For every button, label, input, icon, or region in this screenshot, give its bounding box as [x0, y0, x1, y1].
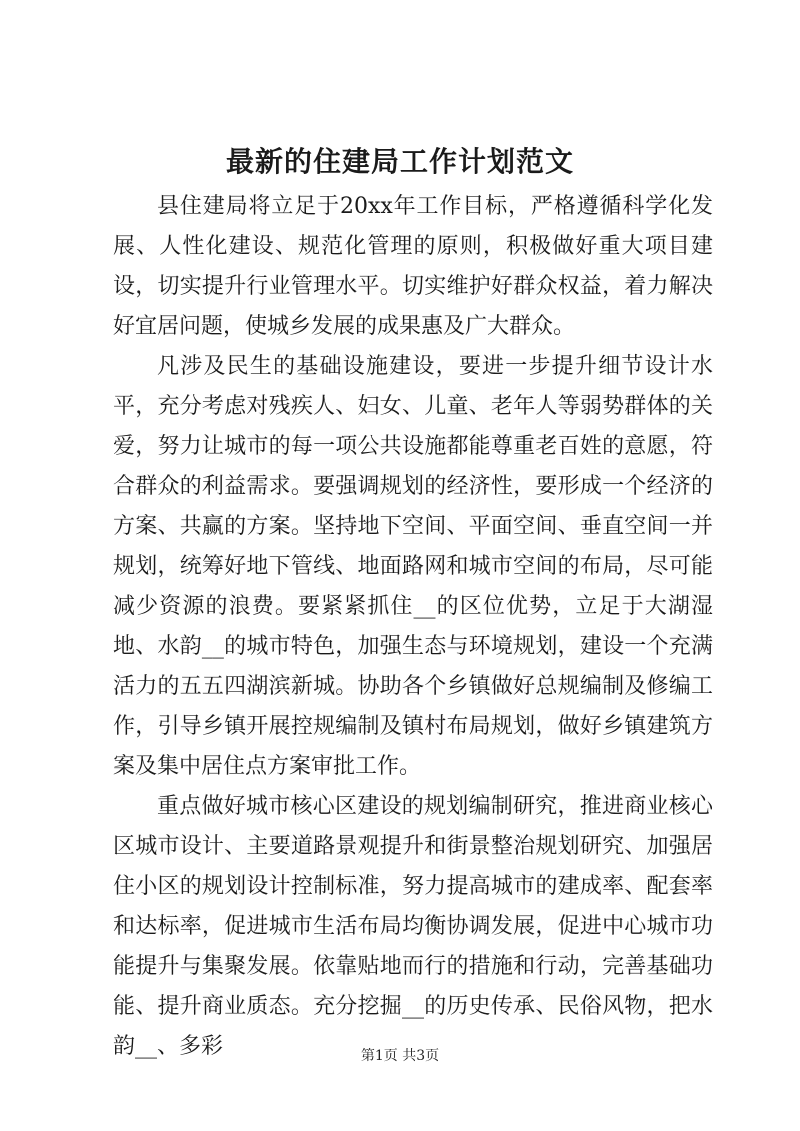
- paragraph-3: 重点做好城市核心区建设的规划编制研究，推进商业核心区城市设计、主要道路景观提升和街景整治规划研究、加强居住小区的规划设计控制标准，努力提高城市的建成率、配套率和达标率，促进城市生活布局均衡协调发展，促进中心城市功能提升与集聚发展。依靠贴地而行的措施和行动，完善基础功能、提升商业质态。充分挖掘__的历史传承、民俗风物，把水韵__、多彩: [113, 794, 713, 1059]
- paragraph-2: 凡涉及民生的基础设施建设，要进一步提升细节设计水平，充分考虑对残疾人、妇女、儿童、老年人等弱势群体的关爱，努力让城市的每一项公共设施都能尊重老百姓的意愿，符合群众的利益需求。要强调规划的经济性，要形成一个经济的方案、共赢的方案。坚持地下空间、平面空间、垂直空间一并规划，统筹好地下管线、地面路网和城市空间的布局，尽可能减少资源的浪费。要紧紧抓住__的区位优势，立足于大湖湿地、水韵__的城市特色，加强生态与环境规划，建设一个充满活力的五五四湖滨新城。协助各个乡镇做好总规编制及修编工作，引导乡镇开展控规编制及镇村布局规划，做好乡镇建筑方案及集中居住点方案审批工作。: [113, 354, 713, 779]
- document-body: [113, 187, 713, 1067]
- document-title: 最新的住建局工作计划范文: [225, 145, 574, 178]
- paragraph-1: 县住建局将立足于20xx年工作目标，严格遵循科学化发展、人性化建设、规范化管理的原则，积极做好重大项目建设，切实提升行业管理水平。切实维护好群众权益，着力解决好宜居问题，使城乡发展的成果惠及广大群众。: [113, 194, 713, 339]
- page-footer: 第1页 共3页: [360, 1048, 440, 1064]
